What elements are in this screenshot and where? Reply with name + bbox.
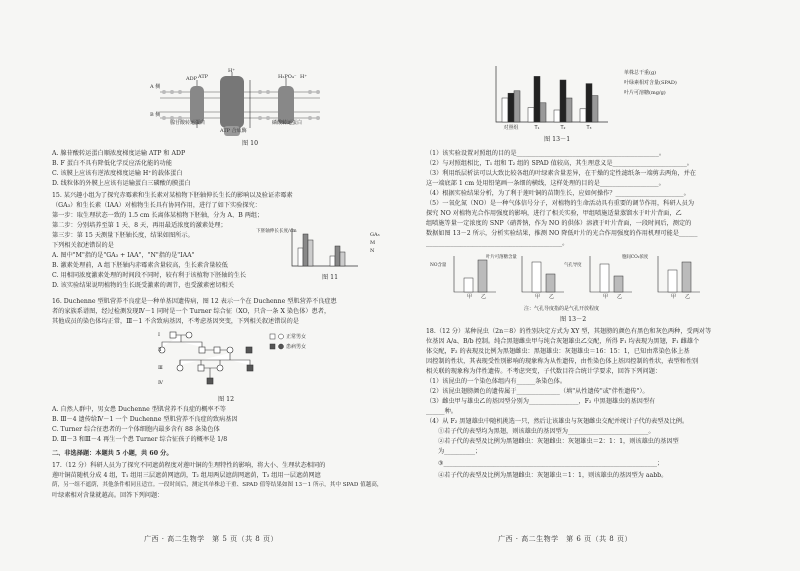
fig132-jia-1: 甲 xyxy=(467,294,473,300)
fig131-bar xyxy=(540,103,546,122)
fig131-bar xyxy=(586,84,592,122)
q17-line-3: 荫，另一组不遮荫，其他条件相同且适宜。一段时间后，测定其单株总干重、SPAD 值等结果如图 13－1 所示，其中 SPAD 值越高， xyxy=(52,482,383,488)
footer-page-5: 广西 · 高二生物学 第 5 页（共 8 页） xyxy=(144,535,278,543)
fig11-legend-1: GA₃ xyxy=(370,232,380,238)
q16-option-c: C. Turner 综合征患者的一个体细胞内最多含有 88 条染色体 xyxy=(52,426,220,433)
fig10-phosphate: 磷酸转运蛋白 xyxy=(272,120,303,126)
q18-line-11: ①若子代的表型均为黑翅，则该雄虫的基因型为__________________________。 xyxy=(438,428,655,435)
fig131-xlabel: 对照组 xyxy=(503,125,519,131)
fig131-bar xyxy=(566,98,572,122)
fig12-gen-1: Ⅰ xyxy=(158,332,160,338)
fig131-legend-3: 叶片可溶糖(mg/g) xyxy=(624,90,666,96)
q15-line-1: 15. 某兴趣小组为了探究赤霉素和生长素对某植物下胚轴伸长生长的影响以及验证赤霉素 xyxy=(52,192,293,199)
fig10-a-side: A 侧 xyxy=(150,84,161,90)
fig132-yi-3: 乙 xyxy=(617,294,623,300)
fig131-bar xyxy=(528,108,534,122)
q17-line-1: 17.（12 分）科研人员为了探究不同遮荫程度对莲叶铜的生理特性的影响，将大小、生理状态相同的 xyxy=(52,462,326,469)
q14-option-a: A. 腺苷酸转运蛋白顺浓度梯度运输 ATP 和 ADP xyxy=(52,150,186,157)
fig131-xlabel: T₃ xyxy=(586,125,592,131)
q17-sub-1: （1）该实验设置对照组的目的是______________________________________________。 xyxy=(426,150,666,157)
q17-sub-4: 这一端底部 1 cm 处用铅笔画一条细的横线，这样处理的目的是___________________。 xyxy=(426,180,665,187)
fig131-caption: 图 13－1 xyxy=(544,136,571,143)
q18-line-14: ③_____________________________________________________________________； xyxy=(438,460,664,467)
fig132-ylabel-4: 胞间CO₂浓度 xyxy=(622,255,649,260)
q14-option-b: B. F 蛋白不具有降低化学反应活化能的功能 xyxy=(52,160,172,167)
fig132-jia-3: 甲 xyxy=(603,294,609,300)
q18-line-2: 位基因 A/a、B/b 控制。纯合黑翅雌虫甲与纯合灰翅雄虫乙交配，所得 F₁ 均表现为黑翅，F₁ 雌雄个 xyxy=(426,338,700,345)
fig10-h3: H⁺ xyxy=(300,74,307,80)
fig10-atp-synthase: ATP 合成酶 xyxy=(220,128,247,134)
q18-line-10: （4）从 F₂ 黑翅雄虫中随机挑选一只，然后让该雄虫与灰翅雌虫交配并统计子代的表型及比例。 xyxy=(426,418,689,425)
footer-page-6: 广西 · 高二生物学 第 6 页（共 8 页） xyxy=(498,535,632,543)
q14-option-d: D. 线粒体的外膜上应该有运输蛋白三磷酸的膜蛋白 xyxy=(52,180,191,187)
fig10-atp: ATP xyxy=(198,74,209,80)
q17-sub-10: ____________________________________________。 xyxy=(426,240,569,247)
q15-line-5: 第三步：第 15 天测量下胚轴长度，结果如图所示。 xyxy=(52,232,194,239)
q16-option-b: B. Ⅲ－4 遗传给Ⅳ－1 一个 Duchenne 型肌营养不良症的致病基因 xyxy=(52,416,238,423)
figure-11-chart xyxy=(286,226,366,272)
fig131-bar xyxy=(560,80,566,122)
q18-line-15: ④若子代的表型及比例为黑翅雌虫：灰翅雄虫＝1：1，则该雄虫的基因型为 aabb。 xyxy=(438,472,668,479)
q18-line-1: 18.（12 分）某种昆虫（2n＝8）的性别决定方式为 XY 型，其翅膀的颜色有黑色和灰色两种，受两对等 xyxy=(426,328,712,335)
q14-option-c: C. 该膜上应该有逆浓度梯度运输 H⁺的载体蛋白 xyxy=(52,170,183,177)
fig12-caption: 图 12 xyxy=(218,396,235,403)
fig131-xlabel: T₁ xyxy=(534,125,540,131)
fig131-bar xyxy=(514,91,520,122)
fig10-adenylate: 腺苷酸转运蛋白 xyxy=(170,120,206,126)
q15-option-b: B. 激素处理前，A 组下胚轴内赤霉素含量较高，生长素含量较低 xyxy=(52,262,228,269)
q17-line-2: 莲叶铜苗随机分成 4 组，T₁ 组用三层遮荫网遮荫，T₂ 组用两层遮荫网遮荫，T₃ 组用一层遮荫网遮 xyxy=(52,472,321,479)
q17-sub-6: （5）一氧化氮（NO）是一种气体信号分子，对植物的生命活动具有重要的调节作用，科研人员为 xyxy=(426,200,695,207)
q18-line-9: ______种。 xyxy=(426,408,457,415)
fig10-caption: 图 10 xyxy=(242,140,259,147)
q17-line-4: 叶绿素相对含量就越高。回答下列问题： xyxy=(52,492,164,499)
fig132-yi-2: 乙 xyxy=(549,294,555,300)
q18-line-5: 相关联的现象称为伴性遗传。不考虑突变，子代数目符合统计学要求，回答下列问题： xyxy=(426,368,662,375)
q18-line-13: 为__________； xyxy=(438,448,482,455)
fig132-caption: 图 13－2 xyxy=(560,316,587,323)
fig132-ylabel-1: NO含量 xyxy=(430,263,447,268)
q17-sub-3: （3）利用纸层析法可以大致比较各组的叶绿素含量差异，在干燥的定性滤纸条一端剪去两角，并在 xyxy=(426,170,696,177)
section-2-heading: 二、非选择题：本题共 5 小题，共 60 分。 xyxy=(52,450,173,457)
q16-line-1: 16. Duchenne 型肌营养不良症是一种单基因遗传病，图 12 表示一个在 Duchenne 型肌营养不良症患 xyxy=(52,298,337,305)
fig132-jia-2: 甲 xyxy=(535,294,541,300)
fig11-caption: 图 11 xyxy=(322,274,339,281)
q17-sub-7: 探究 NO 对植物光合作用强度的影响，进行了相关实验，甲组喷施适量蒸馏水于叶片背面，乙 xyxy=(426,210,682,217)
fig12-gen-4: Ⅳ xyxy=(158,380,163,386)
q16-option-a: A. 自然人群中，男女患 Duchenne 型肌营养不良症的概率不等 xyxy=(52,406,226,413)
q18-line-8: （3）雌虫甲与雄虫乙的基因型分别为________________，F₂ 中黑翅雄虫的基因型有 xyxy=(426,398,656,405)
fig131-xlabel: T₂ xyxy=(560,125,566,131)
figure-12-pedigree xyxy=(150,328,300,394)
fig131-bar xyxy=(502,98,508,122)
q15-line-3: 第一步：取生理状态一致的 1.5 cm 长离体某植物下胚轴，分为 A、B 两组； xyxy=(52,212,264,219)
fig131-bar xyxy=(554,110,560,122)
figure-13-1-chart xyxy=(482,64,612,132)
q18-line-12: ②若子代的表型及比例为黑翅雌虫：灰翅雌虫：灰翅雄虫＝2：1：1，则该雄虫的基因型 xyxy=(438,438,679,445)
fig131-legend-2: 叶绿素相对含量(SPAD) xyxy=(624,80,677,86)
fig12-gen-2: Ⅱ xyxy=(158,347,162,353)
fig131-bar xyxy=(580,109,586,122)
page-6 xyxy=(404,0,800,571)
fig132-ylabel-3: 气孔导度 xyxy=(564,263,582,268)
q16-line-2: 者的家族系谱图，经过检测发现Ⅳ－1 同时是一个 Turner 综合征（XO，只含一条 X 染色体）患者， xyxy=(52,308,331,315)
fig12-legend-ill: 患病男女 xyxy=(286,344,307,350)
q17-sub-8: 组喷施等量一定浓度的 SNP（硝普钠，作为 NO 的供体）溶液于叶片背面，一段时间后，测定的 xyxy=(426,220,692,227)
q18-line-7: （2）该昆虫翅膀颜色的遗传属于______________（填"从性遗传"或"伴性遗传"）。 xyxy=(426,388,649,395)
fig11-legend-3: N xyxy=(370,248,375,254)
q18-line-6: （1）该昆虫的一个染色体组内有______条染色体。 xyxy=(426,378,567,385)
fig10-h2po4: H₂PO₄⁻ xyxy=(278,74,297,80)
q15-option-c: C. 用相同浓度激素处理的时间段不同时，较有利于该植物下胚轴的生长 xyxy=(52,272,247,279)
fig12-legend-normal: 正常男女 xyxy=(286,334,307,340)
fig12-gen-3: Ⅲ xyxy=(158,365,163,371)
q17-sub-2: （2）与对照组相比，T₁ 组和 T₂ 组的 SPAD 值较高，其生理意义是________________________。 xyxy=(426,160,693,167)
fig10-b-side: B 侧 xyxy=(150,112,161,118)
fig11-ylabel: 下胚轴伸长长度/cm xyxy=(256,229,297,234)
q18-line-4: 因控制的性状，其表现受性别影响的现象称为从性遗传，由性染色体上基因控制的性状，表型和性别 xyxy=(426,358,699,365)
fig132-ylabel-2: 叶片可溶糖含量 xyxy=(486,255,517,260)
fig131-bar xyxy=(592,96,598,122)
q16-line-3: 其他成员的染色体均正常，Ⅲ－1 不含致病基因，不考虑基因突变，下列相关叙述错误的是 xyxy=(52,318,299,325)
q15-line-2: （GA₃）和生长素（IAA）对植物生长具有协同作用，进行了如下实验探究： xyxy=(52,202,261,209)
fig10-h1: H⁺ xyxy=(228,68,235,74)
q15-line-6: 下列相关叙述错误的是 xyxy=(52,242,114,249)
q16-option-d: D. Ⅲ－3 和Ⅲ－4 再生一个患 Turner 综合征孩子的概率是 1/8 xyxy=(52,436,228,443)
fig132-yi-4: 乙 xyxy=(685,294,691,300)
fig131-bar xyxy=(534,76,540,122)
fig11-legend-2: M xyxy=(370,240,376,246)
q17-sub-9: 数据如图 13－2 所示，分析实验结果，推测 NO 降低叶片的光合作用强度的作用机理可能是______ xyxy=(426,230,698,237)
fig132-note: 注：气孔导度指的是气孔开放程度 xyxy=(524,306,600,312)
fig132-jia-4: 甲 xyxy=(671,294,677,300)
fig10-adp: ADP xyxy=(186,76,197,82)
fig131-bar xyxy=(508,93,514,122)
q18-line-3: 体交配，F₂ 的表现及比例为黑翅雌虫：黑翅雄虫：灰翅雄虫＝16：15：1，已知由常染色体上基 xyxy=(426,348,690,355)
q15-option-d: D. 该实验结果说明植物的生长既受激素的调节，也受激素密切相关 xyxy=(52,282,234,289)
q15-option-a: A. 图中"M"指的是"GA₃ + IAA"，"N"指的是"IAA" xyxy=(52,252,195,259)
q15-line-4: 第二步：分别培养至第 1 天、8 天，再用最适浓度的激素处理； xyxy=(52,222,227,229)
q17-sub-5: （4）根据实验结果分析，为了利于莲叶铜的苗期生长，应如何操作？______________________。 xyxy=(426,190,690,197)
fig131-legend-1: 单株总干重(g) xyxy=(624,70,657,76)
fig132-yi-1: 乙 xyxy=(481,294,487,300)
